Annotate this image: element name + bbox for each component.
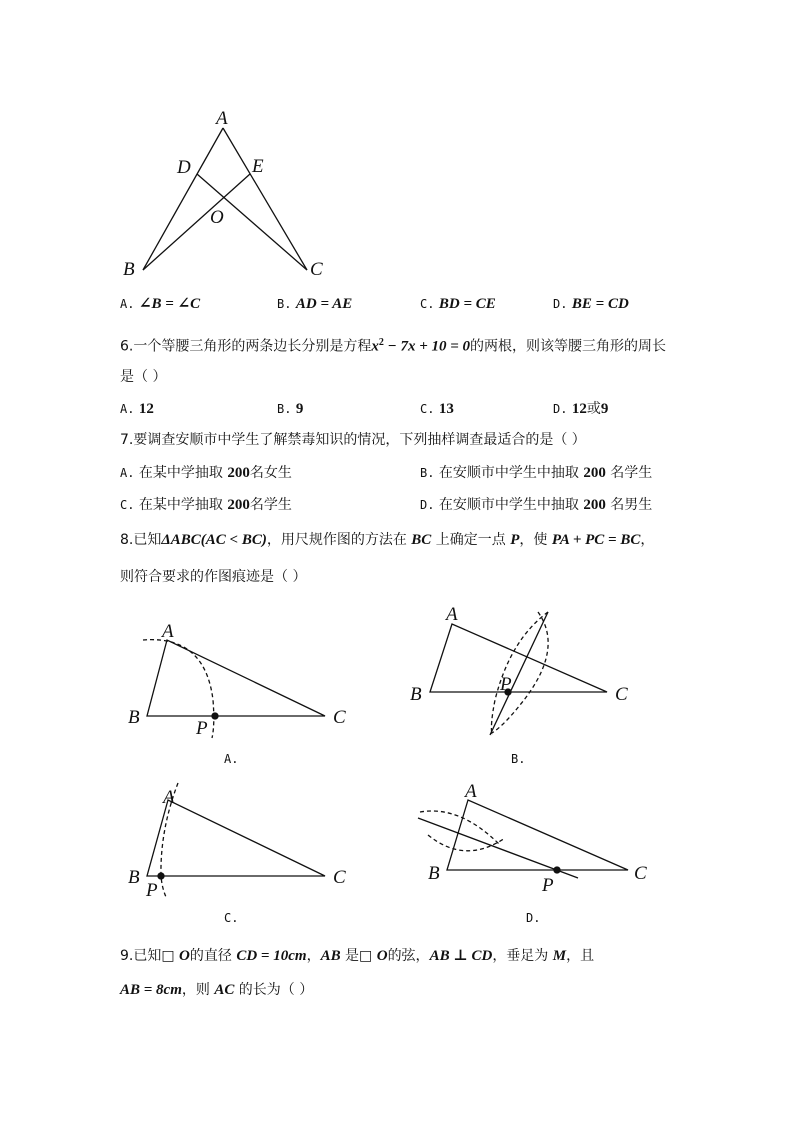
option-text: 9 [295,401,304,417]
option-text: 在某中学抽取 [138,497,228,513]
label-c: C [333,707,346,728]
q8-stem [120,531,654,549]
label-b: B [128,867,140,888]
option-text: 12 [138,401,154,417]
option-text-2: 9 [600,401,609,417]
text: ， [640,532,655,548]
math: PA + PC = BC [551,532,641,548]
math: ΔABC(AC < BC) [161,532,267,548]
label-p: P [500,674,512,695]
option-number: 200 [227,497,250,513]
label-c: C [333,867,346,888]
label-c: C [634,863,647,884]
triangle-abc [430,624,607,692]
figure-8a [128,621,346,766]
q6-suffix: 的两根，则该等腰三角形的周长 [470,338,667,355]
point-p [554,867,560,873]
option-label: B. [277,297,292,311]
label-d: D [177,157,191,178]
q6-prefix: 6.一个等腰三角形的两条边长分别是方程 [120,338,372,355]
math: AB ⊥ CD [429,948,493,964]
option-text: AD = AE [295,296,353,312]
triangle-abc [147,800,325,876]
math: AC [214,982,235,998]
text: ，则 [181,982,215,998]
text: 的长为（ ） [234,982,314,998]
label-a: A [446,604,458,625]
figure-8d [418,781,647,925]
text: 上确定一点 [431,532,511,548]
math: CD = 10cm [236,948,307,964]
option-label: A. [120,402,135,416]
eq-rest: − 7x + 10 = 0 [383,338,471,355]
option-text: 在安顺市中学生中抽取 [438,465,584,481]
label-a: A [163,787,175,808]
option-text: 在某中学抽取 [138,465,228,481]
math: AB = 8cm [120,982,182,998]
option-text: BE = CD [571,296,629,312]
figure-8c [128,783,346,925]
option-text-or: 或 [586,401,601,417]
q9-stem-line2 [120,981,313,999]
option-text: 名女生 [249,465,292,481]
label-a: A [162,621,174,642]
math: O [376,948,388,964]
caption: A. [224,752,239,766]
option-text: 名学生 [605,465,653,481]
label-o: O [210,207,224,228]
triangle-abc [447,800,628,870]
option-label: A. [120,297,135,311]
option-text: 在安顺市中学生中抽取 [438,497,584,513]
label-p: P [196,718,208,739]
q7-option-c[interactable] [120,496,292,514]
option-label: C. [420,402,435,416]
option-text: ∠B = ∠C [138,296,201,312]
math: P [510,532,520,548]
q6-stem [120,334,666,356]
segment-ac [223,128,307,270]
q7-option-a[interactable] [120,464,292,482]
text: 8.已知 [120,532,162,548]
option-number: 200 [227,465,250,481]
label-p: P [542,875,554,896]
q5-option-d[interactable] [553,295,629,313]
eq-x: x [371,338,379,355]
label-a: A [465,781,477,802]
option-label: B. [277,402,292,416]
q6-option-c[interactable] [420,400,454,418]
label-b: B [410,684,422,705]
caption: D. [526,911,541,925]
caption: B. [511,752,526,766]
q5-option-a[interactable] [120,295,200,313]
q5-option-c[interactable] [420,295,496,313]
text: 9.已知□ [120,948,180,964]
q7-stem: 7.要调查安顺市中学生了解禁毒知识的情况，下列抽样调查最适合的是（ ） [120,432,586,448]
q8-stem-line2: 则符合要求的作图痕迹是（ ） [120,569,307,585]
triangle-abc [147,640,325,716]
option-label: A. [120,466,135,480]
option-text: 13 [438,401,454,417]
option-text: 名男生 [605,497,653,513]
text: ，垂足为 [492,948,553,964]
label-b: B [428,863,440,884]
label-p: P [146,880,158,901]
label-a: A [216,108,228,129]
q7-option-d[interactable] [420,496,652,514]
caption: C. [224,911,239,925]
q7-option-b[interactable] [420,464,652,482]
q6-stem-line2: 是（ ） [120,369,167,385]
math: AB [320,948,341,964]
segment-ab [143,128,223,270]
option-label: C. [120,498,135,512]
label-c: C [615,684,628,705]
text: 是□ [340,948,377,964]
text: ， [306,948,321,964]
q9-stem [120,947,594,965]
label-b: B [128,707,140,728]
option-number: 200 [583,465,606,481]
math: BC [411,532,432,548]
label-e: E [252,156,264,177]
construction-arc-2 [428,835,505,851]
text: 的直径 [189,948,237,964]
q6-option-a[interactable] [120,400,154,418]
math: M [552,948,567,964]
point-p [158,873,164,879]
option-text: 名学生 [249,497,292,513]
option-text: 12 [571,401,587,417]
option-label: C. [420,297,435,311]
text: ，且 [566,948,595,964]
text: ，用尺规作图的方法在 [266,532,412,548]
perpendicular-bisector [490,612,548,735]
segment-be [143,174,250,270]
point-p [212,713,218,719]
option-label: D. [553,402,568,416]
option-label: D. [420,498,435,512]
math: O [179,948,190,964]
q5-option-b[interactable] [277,295,352,313]
label-c: C [310,259,323,280]
option-label: D. [553,297,568,311]
text: 的弦， [387,948,430,964]
q6-option-d[interactable] [553,400,608,418]
option-label: B. [420,466,435,480]
text: ，使 [519,532,552,548]
eq-exp: 2 [378,337,384,348]
figure-q5-triangles [123,108,323,280]
q6-option-b[interactable] [277,400,303,418]
option-text: BD = CE [438,296,496,312]
figure-8b [410,604,628,766]
label-b: B [123,259,135,280]
option-number: 200 [583,497,606,513]
